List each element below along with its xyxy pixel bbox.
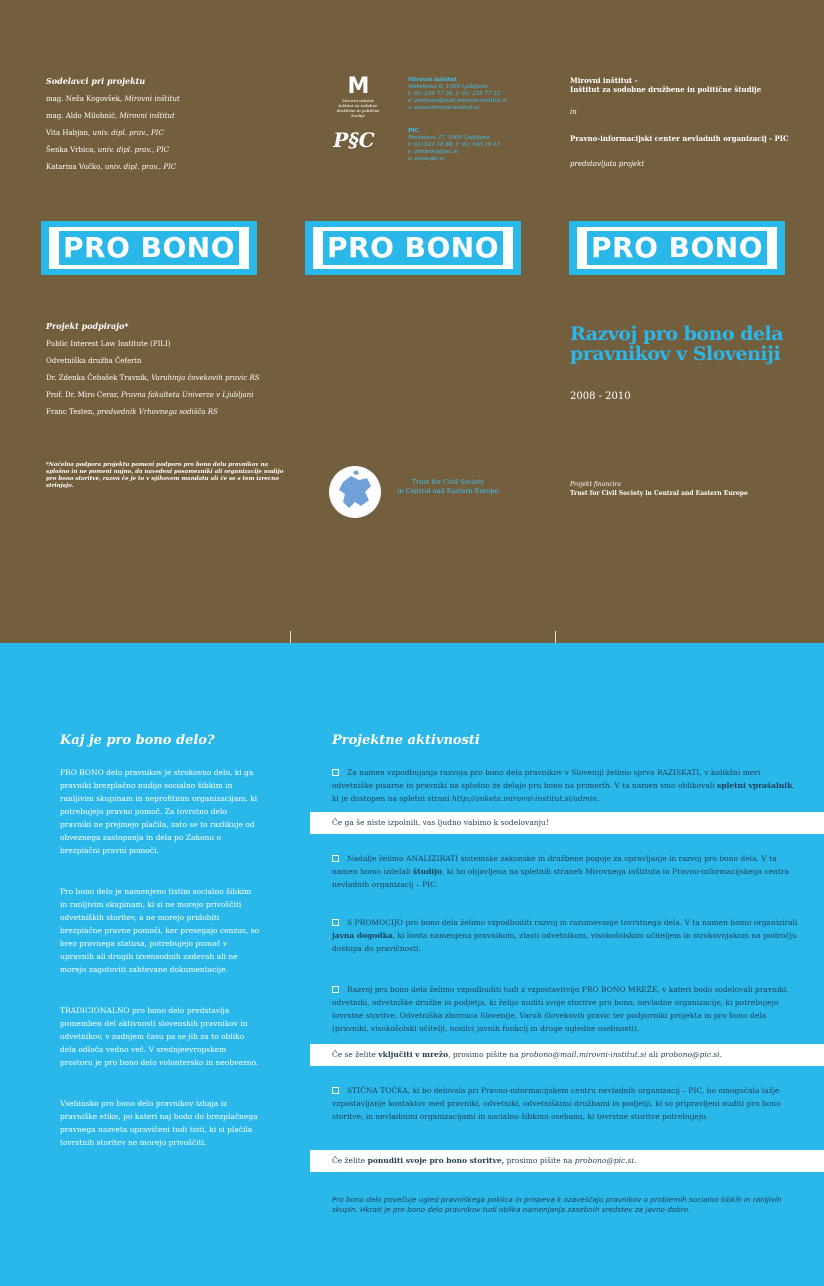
supporters-block	[46, 321, 306, 425]
project-years: 2008 - 2010	[570, 391, 631, 402]
supporter-row: Odvetniška družba Čeferin	[46, 357, 142, 365]
project-title: Razvoj pro bono dela pravnikov v Sloveniji	[570, 323, 784, 365]
activity-item: STIČNA TOČKA, ki bo delovala pri Pravno-informacijskem centru nevladnih organizacij – PIC, bo omogočala lažje vzpostavljanje kontaktov med pravniki, odvetniki, odvetniškimi družbami in podjetji, ki so pripravljeni nuditi pro bono storitve, in nevladnimi organizacijami in socialno šibkimi osebami, ki tovrstne storitve potrebujejo.	[332, 1086, 781, 1121]
supporter-row: Public Interest Law Institute (PILI)	[46, 340, 171, 348]
what-paragraph: TRADICIONALNO pro bono delo predstavlja pomemben del aktivnosti slovenskih pravnikov in odvetnikov, v zadnjem času pa se jih za to obliko dela odloča vedno več. V srednjeevropskem prostoru je pro bono delo volontersko in neobvezno.	[60, 1006, 259, 1067]
supporters-heading: Projekt podpirajo*	[46, 321, 129, 331]
presenters-block: Mirovni inštitut - Inštitut za sodobne družbene in politične študije in Pravno-informacijski center nevladnih organizacij - PIC predstavljata projekt	[570, 76, 789, 168]
collaborators-heading: Sodelavci pri projektu	[46, 76, 146, 86]
closing-statement: Pro bono delo povečuje ugled pravniškega poklica in prispeva k ozaveščaju pravnikov o problemih socialno šibkih in ranljivih skupin. Hkrati je pro bono delo pravnikov tudi oblika namenjanja zasebnih sredstev za javno dobro.	[332, 1195, 782, 1214]
checkbox-icon	[332, 855, 339, 862]
pro-bono-banner: PRO BONO	[569, 221, 785, 275]
collaborator-row: Vita Habjan, univ. dipl. prav., PIC	[46, 129, 164, 137]
collaborators-block	[46, 76, 286, 180]
checkbox-icon	[332, 1087, 339, 1094]
activity-item: Razvoj pro bono dela želimo vzpodbuditi tudi z vzpostavitvijo PRO BONO MREŽE, v kateri bodo sodelovali pravniki, odvetniki, odvetniške družbe in podjetja, ki želijo nuditi svoje storitve pro bono, nevladne organizacije, ki potrebujejo tovrstne storitve, Odvetniška zbornica Slovenije, Varuh človekovih pravic ter podporniki projekta in pro bono dela (pravniki, visokošolski učitelji, nosilci javnih funkcij in druge ugledne osebnosti).	[332, 985, 789, 1033]
supporter-row: Dr. Zdenka Čebašek Travnik, Varuhinja čovekovih pravic RS	[46, 374, 260, 382]
supporter-row: Prof. Dr. Miro Cerar, Pravna fakulteta Univerze v Ljubljani	[46, 391, 254, 399]
checkbox-icon	[332, 769, 339, 776]
inside-panel	[0, 643, 824, 1286]
collaborator-row: mag. Aldo Milohnić, Mirovni inštitut	[46, 112, 175, 120]
mi-contact: Mirovni inštitut Metelkova 6, 1000 Ljubljana t: 01/ 234 77 20, f: 01/ 234 77 22 e: probono@mail.mirovni-institut.si s: www.mirovni-institut.si	[408, 77, 507, 111]
what-paragraph: PRO BONO delo pravnikov je strokovno delo, ki ga pravniki brezplačno nudijo socialno šibkim in ranljivim skupinam in neprofitnim organizacijam, ki potrebujejo pravno pomoč. Za tovrstno delo pravniki ne prejmejo plačila, zato se to razlikuje od obveznega zastopanja in dela po Zakonu o brezplačni pravni pomoči.	[60, 768, 258, 855]
what-is-pro-bono	[60, 733, 260, 1161]
what-paragraph: Pro bono delo je namenjeno tistim socialno šibkim in ranljivim skupinam, ki si ne morejo privoščiti odvetniških storitev, a ne morejo pridobiti brezplačne pravne pomoči, ker presegajo cenzus, so brez pravnega statusa, potrebujejo pomoč v upravnih ali drugih izvensodnih zadevah ali ne morejo zagotoviti zahtevane dokumentacije.	[60, 887, 260, 974]
pro-bono-banner: PRO BONO	[41, 221, 257, 275]
pic-contact: PIC Povšetova 37, 1000 Ljubljana t: 01/ 521 18 88, f: 01/ 540 19 13 e: probono@pic.si s: www.pic.si	[408, 128, 501, 162]
email-link[interactable]: probono@pic.si	[660, 1050, 720, 1059]
invite-band: Če ga še niste izpolnili, vas ljudno vabimo k sodelovanju!	[310, 812, 824, 834]
collaborator-row: Šenka Vrbica, univ. dipl. prav., PIC	[46, 146, 170, 154]
checkbox-icon	[332, 919, 339, 926]
checkbox-icon	[332, 986, 339, 993]
pic-logo: P§C	[333, 128, 375, 152]
support-note: *Načelna podpora projektu pomeni podporo pro bono delu pravnikov na splošno in ne pomeni nujno, da navedeni posamezniki ali organizacije nudijo pro bono storitve, razen če je to v njihovem mandatu ali če se s tem izrecno strinjajo.	[46, 462, 284, 489]
collaborator-row: mag. Neža Kogovšek, Mirovni inštitut	[46, 95, 180, 103]
trust-logo-text: Trust for Civil Society in Central and Eastern Europe	[397, 478, 499, 495]
what-paragraph: Vsebinsko pro bono delo pravnikov izhaja iz pravniške etike, po kateri naj bodo do brezplačnega pravnega nasveta upravičeni tudi tisti, ki si plačila tovrstnih storitev ne morejo privoščiti.	[60, 1099, 258, 1147]
what-heading: Kaj je pro bono delo?	[60, 733, 215, 748]
email-link[interactable]: probono@pic.si	[574, 1156, 634, 1165]
collaborator-row: Katarina Vučko, univ. dipl. prav., PIC	[46, 163, 177, 171]
network-band: Če se želite vključiti v mrežo, prosimo pišite na probono@mail.mirovni-institut.si ali probono@pic.si.	[310, 1044, 824, 1066]
mi-logo-mark: M	[347, 74, 369, 99]
project-activities	[332, 733, 802, 824]
activities-heading: Projektne aktivnosti	[332, 733, 480, 748]
email-link[interactable]: probono@mail.mirovni-institut.si	[520, 1050, 647, 1059]
activity-item: S PROMOCIJO pro bono dela želimo vzpodbuditi razvoj in razumevanje tovrstnega dela. V ta namen bomo organizirali javna dogodka, ki bosta namenjena pravnikom, zlasti odvetnikom, visokošolskim učiteljem in strokovnjakom na področju dostopa do pravičnosti.	[332, 918, 798, 953]
pro-bono-banner: PRO BONO	[305, 221, 521, 275]
financing-block: Projekt financira Trust for Civil Society in Central and Eastern Europe	[570, 481, 748, 497]
activity-item: Nadalje želimo ANALIZIRATI sistemske zakonske in družbene pogoje za opravljanje in razvoj pro bono dela. V ta namen bomo izdelali študijo, ki bo objavljena na spletnih straneh Mirovnega inštituta in Pravno-informacijskega centra nevladnih organizacij – PIC.	[332, 854, 790, 889]
supporter-row: Franc Testen, predsednik Vrhovnega sodišča RS	[46, 408, 218, 416]
activity-item: Za namen vzpodbujanja razvoja pro bono dela pravnikov v Sloveniji želimo sprva RAZISKATI, v kolikšni meri odvetniške pisarne in pravniki na splošno že delajo pro bono na primerih. V ta namen smo oblikovali spletni vprašalnik, ki je dostopen na spletni strani http://anketa.mirovni-institut.si/admin.	[332, 768, 795, 803]
mirovni-institut-logo: M Mirovni inštitut Inštitut za sodobne družbene in politične študije	[330, 76, 386, 118]
globe-icon	[325, 462, 385, 522]
offer-band: Če želite ponuditi svoje pro bono storitve, prosimo pišite na probono@pic.si.	[310, 1150, 824, 1172]
